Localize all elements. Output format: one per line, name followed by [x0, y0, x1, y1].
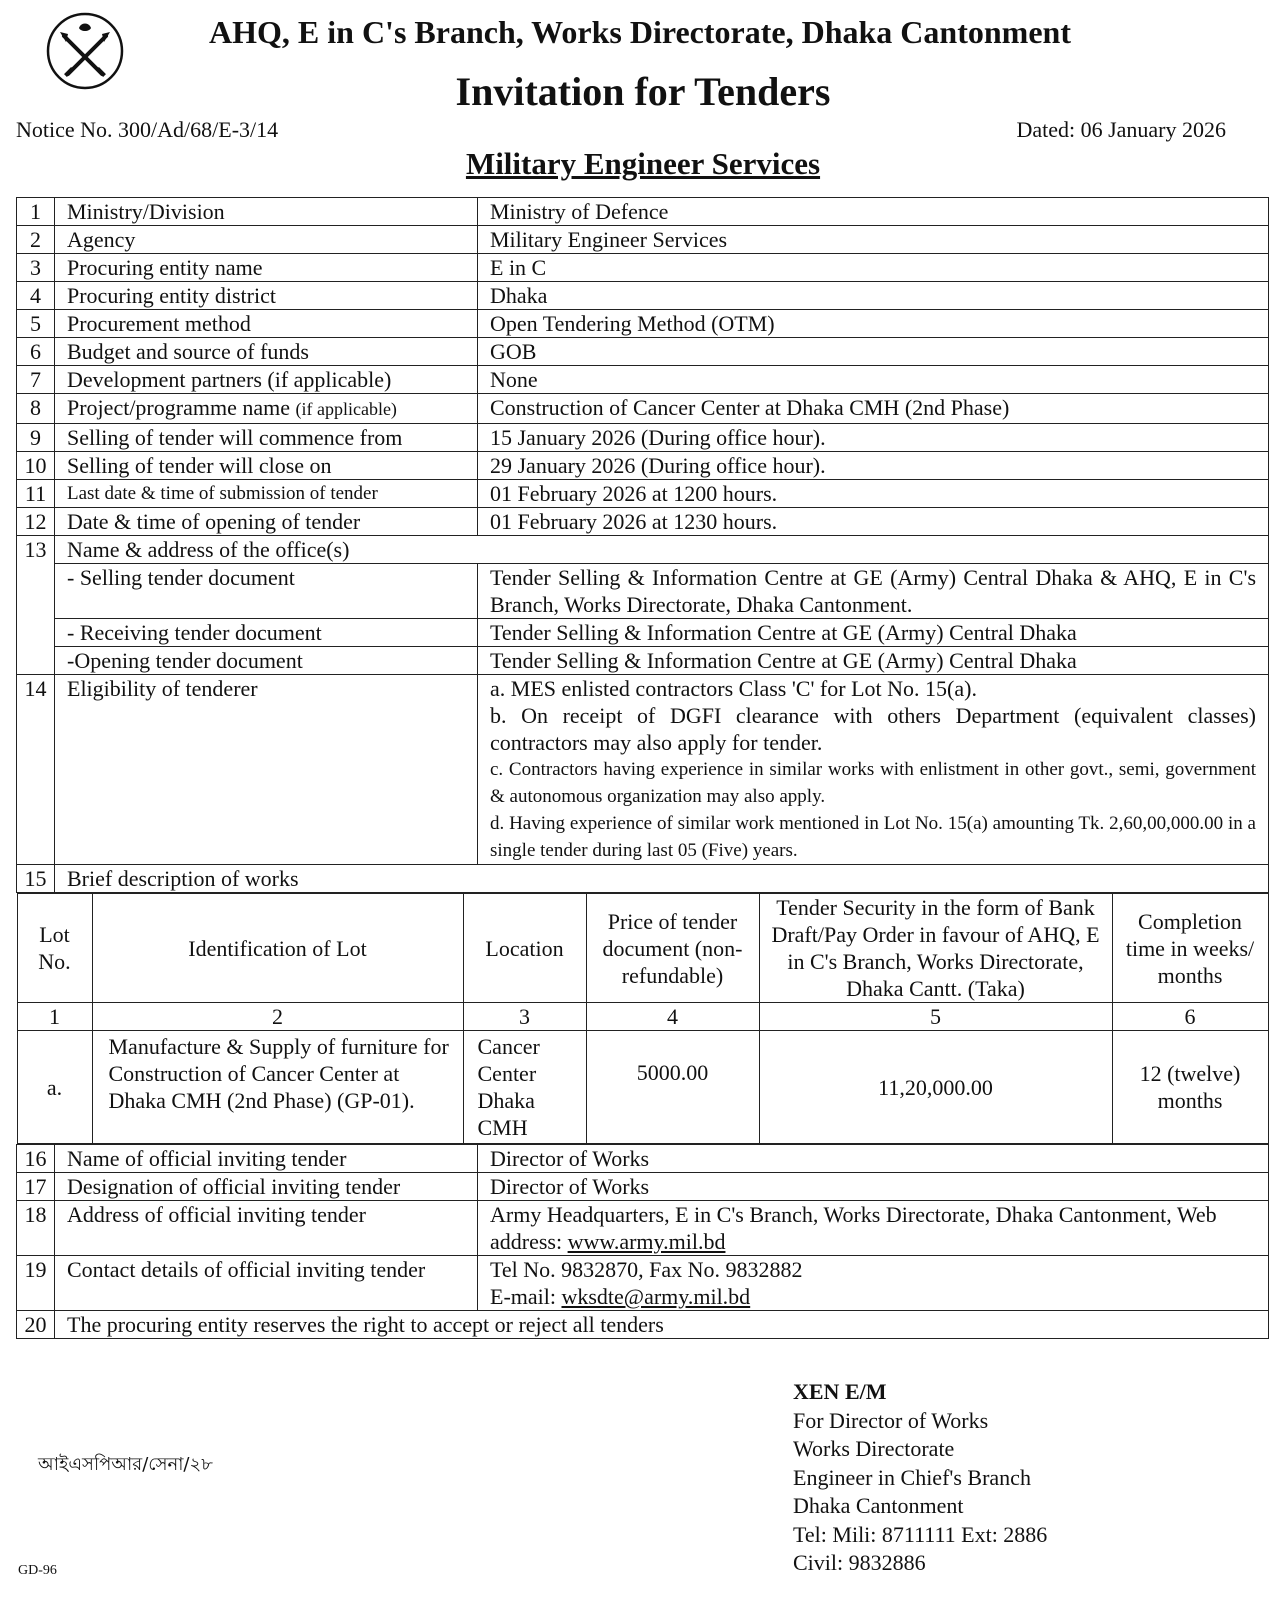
- eligibility-list: [478, 675, 1269, 865]
- contact-tel: Tel No. 9832870, Fax No. 9832882: [490, 1257, 803, 1282]
- table-row: [17, 226, 1269, 254]
- row-label: Designation of official inviting tender: [55, 1173, 478, 1201]
- table-row: [17, 564, 1269, 619]
- signature-line: Civil: 9832886: [793, 1550, 926, 1575]
- row-label: -Opening tender document: [55, 647, 478, 675]
- row-label: Agency: [55, 226, 478, 254]
- web-address-link[interactable]: www.army.mil.bd: [567, 1229, 726, 1254]
- page-title: Invitation for Tenders: [455, 69, 831, 114]
- eligibility-item: b. On receipt of DGFI clearance with others Department (equivalent classes) contractors may also apply for tender.: [490, 703, 1256, 755]
- lot-price: 5000.00: [586, 1031, 759, 1144]
- signature-line: Dhaka Cantonment: [793, 1493, 964, 1518]
- row-number: 15: [17, 865, 55, 893]
- row-number: 16: [17, 1145, 55, 1173]
- row-value: Director of Works: [478, 1145, 1269, 1173]
- row-label: Selling of tender will commence from: [55, 424, 478, 452]
- row-value: 01 February 2026 at 1230 hours.: [478, 508, 1269, 536]
- row-number: 20: [17, 1311, 55, 1339]
- row-label: Brief description of works: [55, 865, 1269, 893]
- lots-header: Tender Security in the form of Bank Draft/Pay Order in favour of AHQ, E in C's Branch, Works Directorate, Dhaka Cantt. (Taka): [759, 894, 1112, 1003]
- row-value: 01 February 2026 at 1200 hours.: [478, 480, 1269, 508]
- row-label: Name of official inviting tender: [55, 1145, 478, 1173]
- eligibility-item: d. Having experience of similar work mentioned in Lot No. 15(a) amounting Tk. 2,60,00,000.00 in a single tender during last 05 (Five) years.: [490, 813, 1256, 861]
- gd-code: GD-96: [18, 1563, 57, 1578]
- lots-header: Lot No.: [17, 894, 92, 1003]
- section-title: Military Engineer Services: [465, 146, 821, 181]
- row-number: 13: [17, 536, 55, 675]
- row-value: Construction of Cancer Center at Dhaka CMH (2nd Phase): [478, 394, 1269, 424]
- row-label: Selling of tender will close on: [55, 452, 478, 480]
- row-number: 3: [17, 254, 55, 282]
- row-value: None: [478, 366, 1269, 394]
- row-label: Eligibility of tenderer: [55, 675, 478, 865]
- table-row: [17, 338, 1269, 366]
- signatory-title: XEN E/M: [793, 1379, 887, 1404]
- table-row: [17, 1201, 1269, 1256]
- row-number: 6: [17, 338, 55, 366]
- lot-row: [17, 1031, 1268, 1144]
- row-label: - Selling tender document: [55, 564, 478, 619]
- row-number: 19: [17, 1256, 55, 1311]
- row-label: Budget and source of funds: [55, 338, 478, 366]
- lot-completion: 12 (twelve) months: [1112, 1031, 1268, 1144]
- signature-block: [793, 1378, 1047, 1578]
- lots-table: [17, 893, 1269, 1144]
- table-row: [17, 394, 1269, 424]
- lot-location: Cancer Center Dhaka CMH: [463, 1031, 586, 1144]
- row-label: Ministry/Division: [55, 198, 478, 226]
- label-note: (if applicable): [295, 399, 397, 419]
- column-number: 5: [759, 1003, 1112, 1031]
- lots-header: Completion time in weeks/ months: [1112, 894, 1268, 1003]
- table-row: [17, 1256, 1269, 1311]
- signature-line: Works Directorate: [793, 1436, 955, 1461]
- table-row: [17, 424, 1269, 452]
- table-row: [17, 452, 1269, 480]
- ispr-code: আইএসপিআর/সেনা/২৮: [38, 1454, 213, 1475]
- row-number: 17: [17, 1173, 55, 1201]
- row-value: Tender Selling & Information Centre at GE (Army) Central Dhaka: [478, 647, 1269, 675]
- table-row: [17, 366, 1269, 394]
- column-number: 3: [463, 1003, 586, 1031]
- row-label: Project/programme name (if applicable): [55, 394, 478, 424]
- table-row: [17, 310, 1269, 338]
- row-value: GOB: [478, 338, 1269, 366]
- lots-header-row: [17, 894, 1268, 1003]
- table-row: [17, 282, 1269, 310]
- row-label: Last date & time of submission of tender: [55, 480, 478, 508]
- table-row: [17, 1145, 1269, 1173]
- row-value: Tender Selling & Information Centre at GE (Army) Central Dhaka: [478, 619, 1269, 647]
- column-number: 4: [586, 1003, 759, 1031]
- table-row: [17, 865, 1269, 893]
- row-number: 18: [17, 1201, 55, 1256]
- column-number: 2: [92, 1003, 463, 1031]
- signature-line: Tel: Mili: 8711111 Ext: 2886: [793, 1521, 1048, 1547]
- lots-header: Location: [463, 894, 586, 1003]
- row-value: Army Headquarters, E in C's Branch, Works Directorate, Dhaka Cantonment, Web address: www.army.mil.bd: [478, 1201, 1269, 1256]
- row-number: 8: [17, 394, 55, 424]
- lots-header: Price of tender document (non-refundable): [586, 894, 759, 1003]
- row-value: Tel No. 9832870, Fax No. 9832882 E-mail: wksdte@army.mil.bd: [478, 1256, 1269, 1311]
- table-row: [17, 536, 1269, 564]
- row-label: - Receiving tender document: [55, 619, 478, 647]
- organization-heading: AHQ, E in C's Branch, Works Directorate, Dhaka Cantonment: [209, 14, 1071, 50]
- row-number: 14: [17, 675, 55, 865]
- signature-line: For Director of Works: [793, 1407, 989, 1433]
- row-label: Procuring entity name: [55, 254, 478, 282]
- row-value: Ministry of Defence: [478, 198, 1269, 226]
- tender-table: [16, 197, 1269, 1339]
- notice-date: Dated: 06 January 2026: [1016, 117, 1226, 142]
- lots-column-numbers: [17, 1003, 1268, 1031]
- lot-security: 11,20,000.00: [759, 1031, 1112, 1144]
- lot-identification: Manufacture & Supply of furniture for Construction of Cancer Center at Dhaka CMH (2nd Phase) (GP-01).: [92, 1031, 463, 1144]
- table-row: [17, 1173, 1269, 1201]
- row-value: 29 January 2026 (During office hour).: [478, 452, 1269, 480]
- row-label: Development partners (if applicable): [55, 366, 478, 394]
- row-label: Name & address of the office(s): [55, 536, 1269, 564]
- signature-line: Engineer in Chief's Branch: [793, 1464, 1031, 1490]
- row-value: 15 January 2026 (During office hour).: [478, 424, 1269, 452]
- table-row: [17, 198, 1269, 226]
- eligibility-item: a. MES enlisted contractors Class 'C' for Lot No. 15(a).: [490, 676, 977, 701]
- lots-row: [17, 893, 1269, 1145]
- table-row: [17, 619, 1269, 647]
- column-number: 6: [1112, 1003, 1268, 1031]
- table-row: [17, 647, 1269, 675]
- row-number: 5: [17, 310, 55, 338]
- row-number: 9: [17, 424, 55, 452]
- row-label: The procuring entity reserves the right to accept or reject all tenders: [55, 1311, 1269, 1339]
- row-label: Contact details of official inviting tender: [55, 1256, 478, 1311]
- row-number: 11: [17, 480, 55, 508]
- table-row: [17, 254, 1269, 282]
- lot-number: a.: [17, 1031, 92, 1144]
- row-label: Address of official inviting tender: [55, 1201, 478, 1256]
- row-label: Procuring entity district: [55, 282, 478, 310]
- column-number: 1: [17, 1003, 92, 1031]
- email-link[interactable]: wksdte@army.mil.bd: [561, 1284, 751, 1309]
- row-number: 1: [17, 198, 55, 226]
- table-row: [17, 508, 1269, 536]
- row-value: Director of Works: [478, 1173, 1269, 1201]
- row-number: 7: [17, 366, 55, 394]
- row-value: Open Tendering Method (OTM): [478, 310, 1269, 338]
- row-value: Tender Selling & Information Centre at GE (Army) Central Dhaka & AHQ, E in C's Branch, Works Directorate, Dhaka Cantonment.: [478, 564, 1269, 619]
- eligibility-item: c. Contractors having experience in similar works with enlistment in other govt., semi, government & autonomous organization may also apply.: [490, 759, 1256, 807]
- row-value: Military Engineer Services: [478, 226, 1269, 254]
- row-label: Date & time of opening of tender: [55, 508, 478, 536]
- row-number: 10: [17, 452, 55, 480]
- lots-header: Identification of Lot: [92, 894, 463, 1003]
- row-value: E in C: [478, 254, 1269, 282]
- row-number: 12: [17, 508, 55, 536]
- notice-number: Notice No. 300/Ad/68/E-3/14: [16, 117, 279, 142]
- table-row: [17, 1311, 1269, 1339]
- table-row: [17, 480, 1269, 508]
- row-number: 2: [17, 226, 55, 254]
- table-row: [17, 675, 1269, 865]
- row-label: Procurement method: [55, 310, 478, 338]
- row-value: Dhaka: [478, 282, 1269, 310]
- row-number: 4: [17, 282, 55, 310]
